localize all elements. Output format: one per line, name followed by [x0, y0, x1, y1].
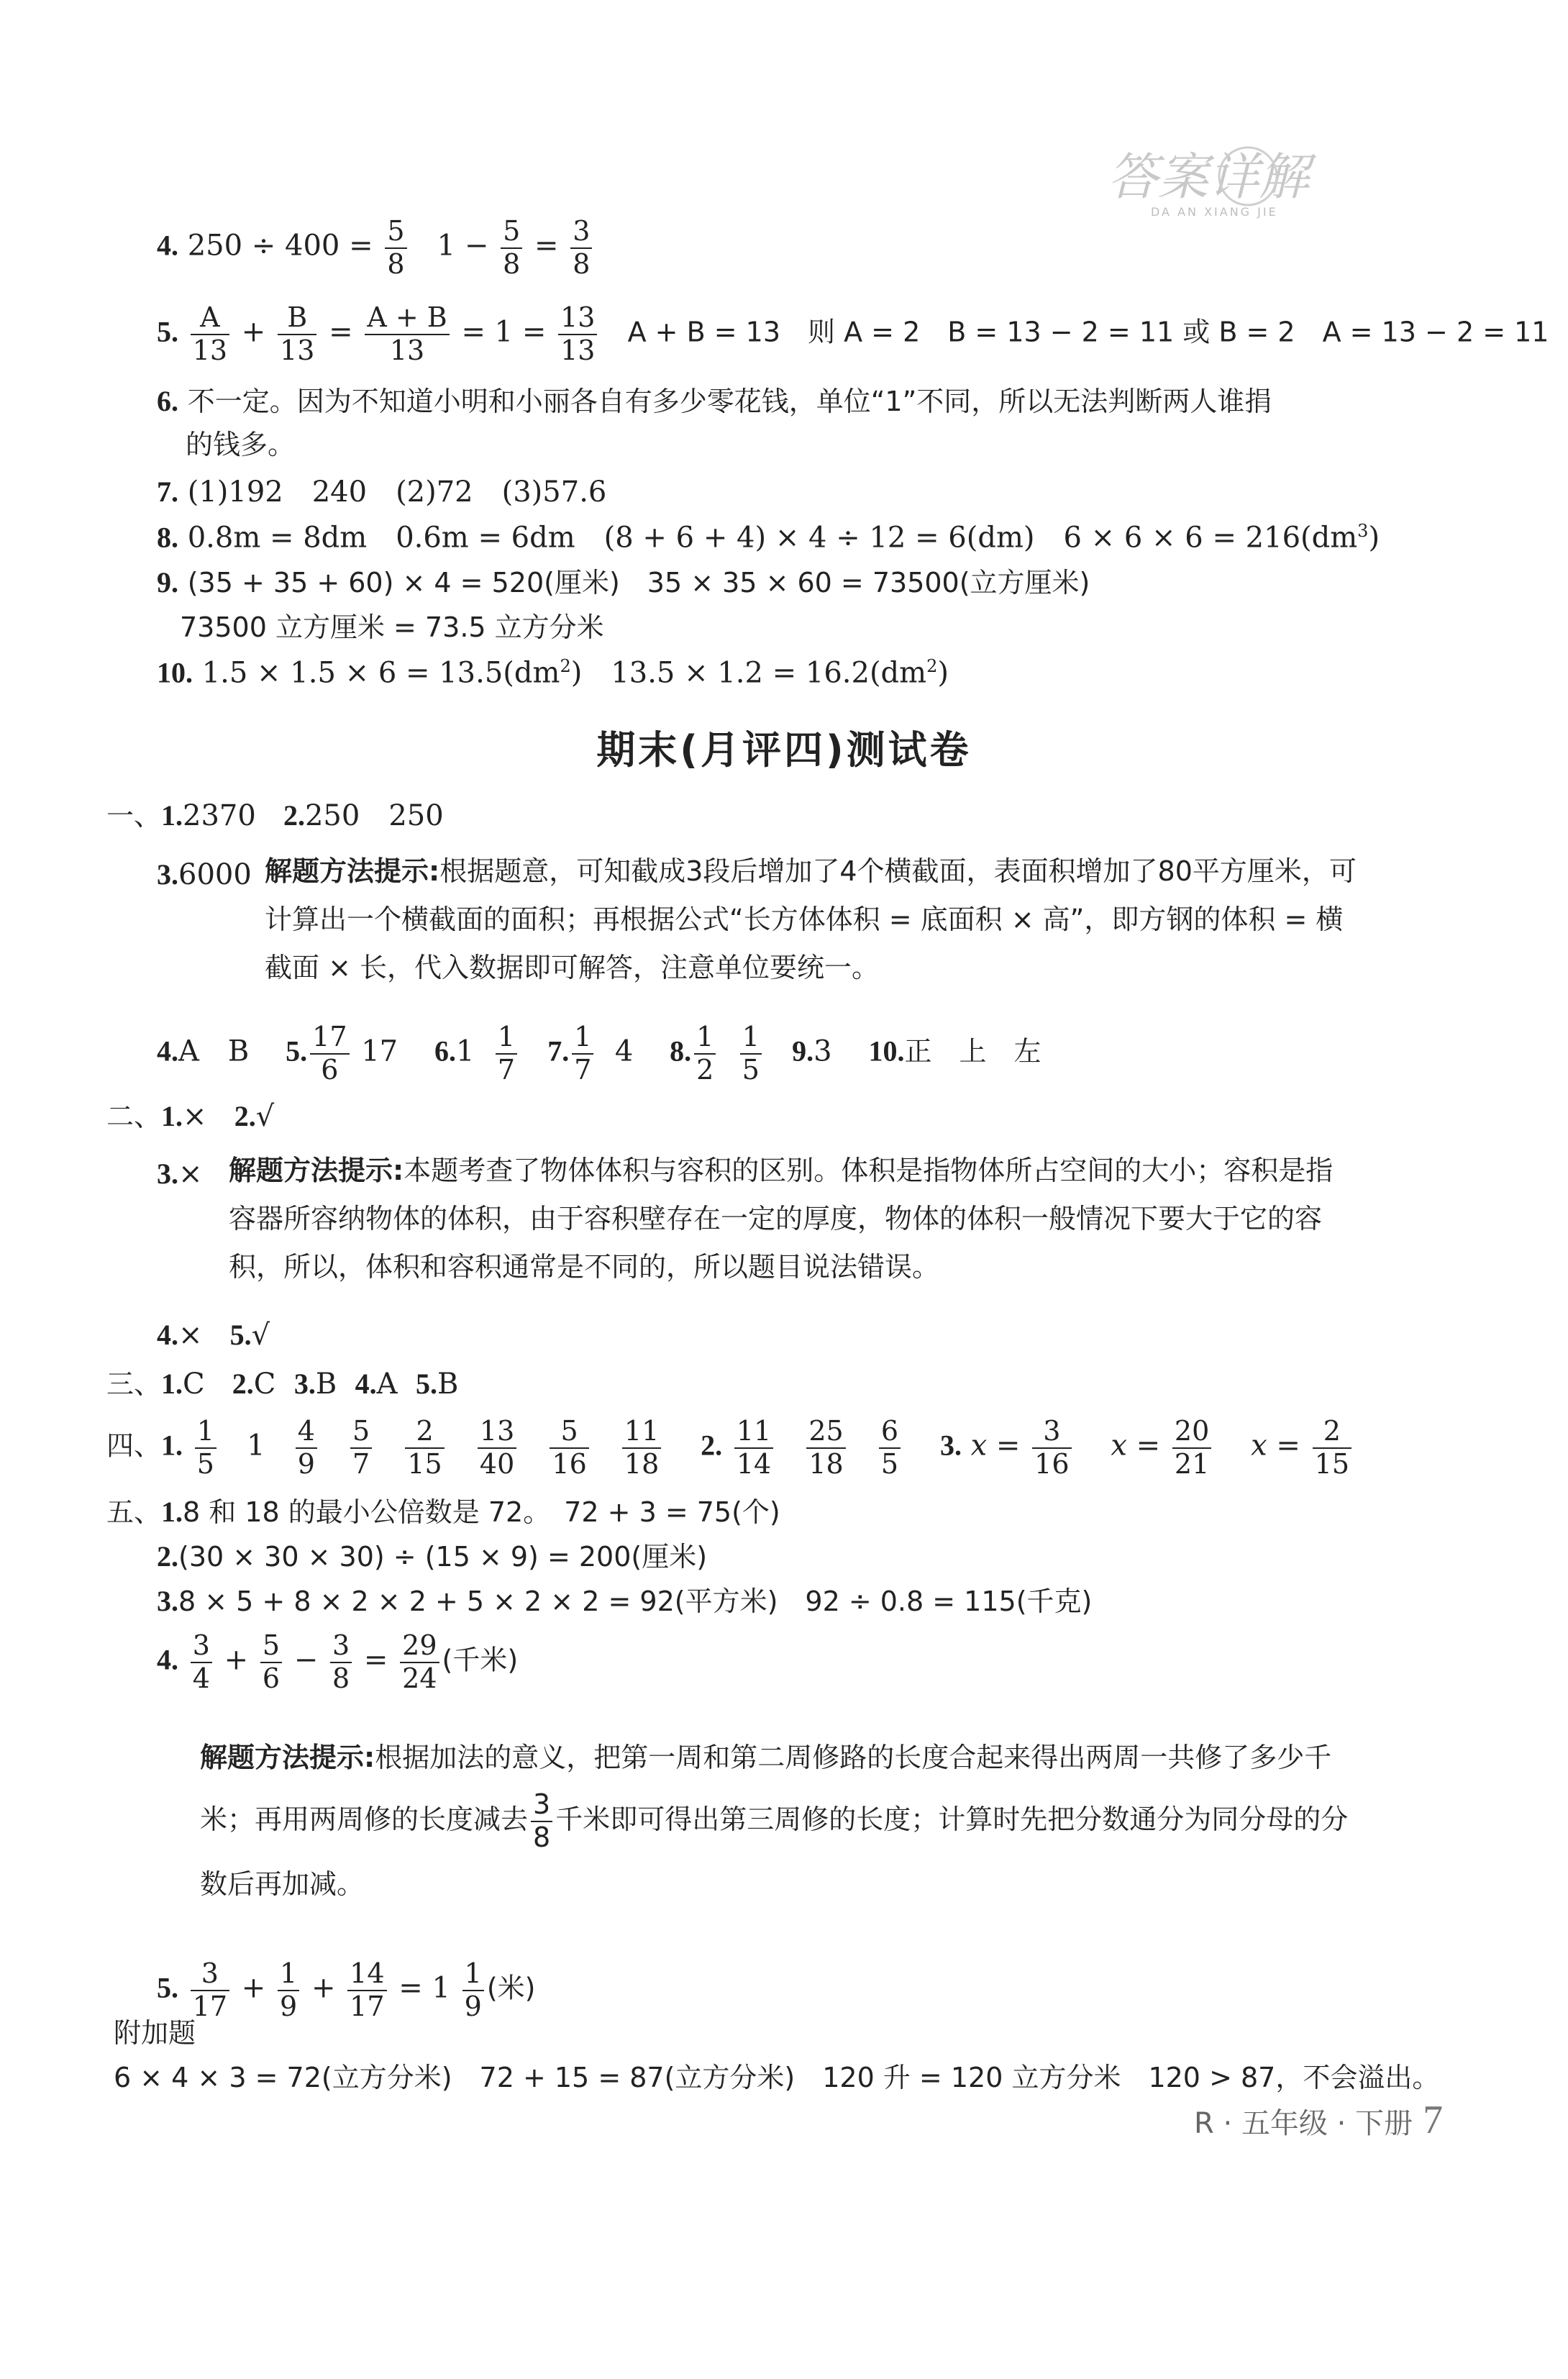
item-number: 1.	[161, 1496, 183, 1528]
expr: = 1 =	[461, 315, 547, 349]
answer-text: (1)192 240 (2)72 (3)57.6	[187, 476, 607, 509]
logo-text: 答案详解	[1108, 147, 1309, 206]
fraction: $\frac{2}{15}$	[405, 1416, 444, 1480]
answer-text: )	[1368, 521, 1380, 555]
answer-text: 8 和 18 的最小公倍数是 72。 72 + 3 = 75(个)	[183, 1496, 780, 1528]
answer-text: 2370	[183, 799, 256, 832]
fraction: $\frac{29}{24}$	[400, 1630, 439, 1694]
answer-text: 1	[455, 1034, 475, 1068]
fraction: $\frac{3}{8}$	[330, 1630, 352, 1694]
hint-label: 解题方法提示:	[265, 855, 440, 887]
section-title: 期末(月评四)测试卷	[596, 727, 972, 773]
part5-line3	[157, 1587, 1092, 1616]
expr: =	[329, 315, 353, 349]
part2-item3	[157, 1157, 203, 1191]
item-number: 1.	[161, 799, 183, 832]
part-label: 五、	[106, 1496, 162, 1528]
answer-text: √	[255, 1100, 275, 1133]
fraction: $\frac{6}{5}$	[879, 1416, 901, 1480]
expr: =	[534, 229, 559, 263]
expr: =	[363, 1643, 388, 1677]
fraction: $\frac{4}{9}$	[296, 1416, 317, 1480]
answer-8	[157, 521, 1380, 555]
answer-text: 250 250	[304, 799, 444, 832]
item-number: 1.	[161, 1429, 183, 1462]
hint-text: 根据加法的意义，把第一周和第二周修路的长度合起来得出两周一共修了多少千米；再用两周修的长度减去	[200, 1742, 1332, 1835]
answer-text: √	[251, 1319, 270, 1352]
item-number: 7.	[157, 476, 178, 508]
fraction: $\frac{5}{8}$	[501, 216, 522, 280]
answer-text: 6000	[178, 858, 252, 891]
hint-text: 本题考查了物体体积与容积的区别。体积是指物体所占空间的大小；容积是指容器所容纳物体的体积，由于容积壁存在一定的厚度，物体的体积一般情况下要大于它的容积，所以，体积和容积通常是不同的，所以题目说法错误。	[229, 1155, 1334, 1283]
answer-text: ×	[178, 1157, 203, 1191]
item-number: 5.	[157, 315, 178, 348]
item-number: 8.	[670, 1034, 692, 1068]
item-number: 3.	[293, 1368, 316, 1400]
item-number: 2.	[232, 1368, 254, 1400]
answer-4	[157, 216, 595, 280]
answer-text: 17	[361, 1034, 398, 1068]
hint-label: 解题方法提示:	[229, 1155, 404, 1186]
logo-icon	[1100, 144, 1359, 237]
fraction: $\frac{A}{13}$	[191, 302, 229, 366]
answer-text: ) 13.5 × 1.2 = 16.2(dm	[570, 656, 927, 690]
expr: 1 −	[437, 229, 489, 263]
answer-text: 3	[813, 1034, 832, 1068]
expr: +	[224, 1643, 249, 1677]
answer-text: ×	[178, 1319, 203, 1352]
item-number: 4.	[157, 1643, 178, 1676]
logo-pinyin: DA AN XIANG JIE	[1151, 205, 1278, 219]
answer-text: x =	[1251, 1429, 1300, 1463]
answer-text: 不一定。因为不知道小明和小丽各自有多少零花钱，单位“1”不同，所以无法判断两人谁捐	[187, 386, 1272, 417]
fraction: $\frac{B}{13}$	[278, 302, 316, 366]
fraction: $\frac{14}{17}$	[347, 1958, 386, 2022]
answer-text: 1	[247, 1429, 265, 1463]
extra-title: 附加题	[114, 2017, 196, 2049]
item-number: 2.	[157, 1540, 178, 1573]
item-number: 10.	[157, 656, 193, 689]
part1-item3	[157, 860, 252, 889]
expr: +	[241, 1971, 266, 2005]
item-number: 2.	[701, 1429, 723, 1462]
item-number: 4.	[157, 1319, 178, 1351]
item-number: 6.	[434, 1034, 456, 1068]
item-number: 1.	[161, 1368, 183, 1400]
fraction: $\frac{1}{5}$	[740, 1022, 762, 1086]
part-label: 三、	[106, 1368, 162, 1400]
superscript: 2	[560, 656, 571, 676]
answer-text: x =	[1111, 1429, 1161, 1463]
fraction: $\frac{5}{16}$	[550, 1416, 588, 1480]
item-number: 3.	[157, 1585, 178, 1617]
footer-text: R · 五年级 · 下册	[1194, 2107, 1413, 2140]
hint-text: 千米即可得出第三周修的长度；计算时先把分数通分为同分母的分数后再加减。	[200, 1803, 1349, 1901]
answer-text: B	[437, 1368, 459, 1401]
hint-box	[229, 1147, 1358, 1291]
answer-text: 0.8m = 8dm 0.6m = 6dm (8 + 6 + 4) × 4 ÷ 12 = 6(dm) 6 × 6 × 6 = 216(dm	[187, 521, 1358, 555]
item-number: 4.	[157, 1034, 178, 1068]
item-number: 4.	[355, 1368, 377, 1400]
item-number: 1.	[161, 1100, 183, 1132]
item-number: 2.	[283, 799, 305, 832]
item-number: 2.	[234, 1100, 256, 1132]
answer-5	[157, 302, 1549, 366]
item-number: 3.	[157, 1157, 178, 1190]
fraction: $\frac{1}{9}$	[462, 1958, 484, 2022]
answer-text: 8 × 5 + 8 × 2 × 2 + 5 × 2 × 2 = 92(平方米) 92 ÷ 0.8 = 115(千克)	[178, 1586, 1093, 1617]
answer-9-line2	[180, 613, 604, 642]
expr: −	[293, 1643, 319, 1677]
hint-text: 根据题意，可知截成3段后增加了4个横截面，表面积增加了80平方厘米，可计算出一个横截面的面积；再根据公式“长方体体积 = 底面积 × 高”，即方钢的体积 = 横截面 × 长，代入数据即可解答，注意单位要统一。	[265, 855, 1357, 983]
fraction: $\frac{13}{13}$	[558, 302, 597, 366]
answer-6-line2	[186, 430, 295, 459]
fraction: $\frac{13}{40}$	[478, 1416, 516, 1480]
part1-line1	[106, 801, 444, 830]
expr: +	[311, 1971, 336, 2005]
answer-text: 4	[614, 1034, 634, 1068]
item-number: 6.	[157, 385, 178, 417]
part5-line4	[157, 1630, 518, 1694]
hint-box	[265, 847, 1358, 992]
answer-text: x =	[970, 1429, 1021, 1463]
part5-line5	[157, 1958, 536, 2022]
fraction: $\frac{1}{7}$	[572, 1022, 593, 1086]
fraction: $\frac{1}{9}$	[278, 1958, 299, 2022]
answer-9	[157, 568, 1090, 597]
fraction: $\frac{5}{6}$	[260, 1630, 282, 1694]
item-number: 9.	[157, 566, 178, 599]
fraction: $\frac{3}{8}$	[570, 216, 592, 280]
part-label: 四、	[106, 1429, 162, 1462]
item-number: 5.	[157, 1971, 178, 2004]
item-number: 3.	[939, 1429, 962, 1462]
part1-line4	[157, 1022, 1041, 1086]
answer-text: 6 × 4 × 3 = 72(立方分米) 72 + 15 = 87(立方分米) 120 升 = 120 立方分米 120 > 87，不会溢出。	[114, 2062, 1440, 2093]
part2-line4	[157, 1321, 270, 1350]
expr: 250 ÷ 400 =	[187, 229, 373, 263]
fraction: $\frac{3}{17}$	[191, 1958, 229, 2022]
unit: (米)	[486, 1972, 536, 2004]
unit: (千米)	[442, 1644, 519, 1676]
fraction: $\frac{1}{5}$	[195, 1416, 216, 1480]
fraction: $\frac{5}{7}$	[350, 1416, 372, 1480]
fraction: $\frac{17}{6}$	[310, 1022, 349, 1086]
fraction: $\frac{11}{18}$	[622, 1416, 661, 1480]
answer-text: A B	[178, 1034, 250, 1068]
fraction: $\frac{1}{7}$	[496, 1022, 517, 1086]
answer-text: 正 上 左	[904, 1035, 1041, 1068]
answer-text: C	[183, 1368, 205, 1401]
page-footer	[1194, 2097, 1443, 2143]
part-label: 二、	[106, 1101, 162, 1132]
answer-text: )	[937, 656, 949, 690]
fraction: $\frac{1}{2}$	[694, 1022, 716, 1086]
fraction: $\frac{A + B}{13}$	[365, 302, 449, 366]
part5-line2	[157, 1542, 707, 1571]
part4-line	[106, 1416, 1354, 1480]
expr: A + B = 13 则 A = 2 B = 13 − 2 = 11 或 B = 2 A = 13 − 2 = 11	[627, 316, 1549, 348]
item-number: 5.	[286, 1034, 308, 1068]
fraction: $\frac{11}{14}$	[734, 1416, 773, 1480]
fraction: $\frac{20}{21}$	[1172, 1416, 1211, 1480]
answer-6	[157, 387, 1272, 416]
item-number: 5.	[229, 1319, 252, 1351]
answer-text: 1.5 × 1.5 × 6 = 13.5(dm	[201, 656, 560, 690]
expr: +	[241, 315, 266, 349]
page-number: 7	[1423, 2098, 1444, 2142]
fraction: $\frac{3}{4}$	[191, 1630, 212, 1694]
fraction: $\frac{3}{8}$	[531, 1789, 552, 1853]
answer-text: (35 + 35 + 60) × 4 = 520(厘米) 35 × 35 × 60 = 73500(立方厘米)	[187, 567, 1090, 599]
item-number: 9.	[792, 1034, 814, 1068]
superscript: 3	[1357, 521, 1369, 541]
item-number: 4.	[157, 229, 178, 262]
item-number: 7.	[547, 1034, 570, 1068]
answer-text: 的钱多。	[186, 429, 296, 460]
item-number: 3.	[157, 858, 178, 891]
part5-line1	[106, 1498, 780, 1527]
part3-line	[106, 1368, 459, 1401]
answer-text: A	[376, 1368, 398, 1401]
answer-logo	[1100, 144, 1359, 237]
extra-label	[114, 2019, 196, 2047]
answer-text: B	[315, 1368, 337, 1401]
answer-7	[157, 476, 607, 509]
expr: = 1	[398, 1971, 450, 2005]
answer-text: (30 × 30 × 30) ÷ (15 × 9) = 200(厘米)	[178, 1541, 708, 1573]
fraction: $\frac{2}{15}$	[1313, 1416, 1352, 1480]
fraction: $\frac{3}{16}$	[1032, 1416, 1071, 1480]
item-number: 5.	[416, 1368, 437, 1400]
answer-text: 73500 立方厘米 = 73.5 立方分米	[180, 611, 604, 643]
hint-box	[200, 1727, 1358, 1915]
extra-answer	[114, 2063, 1439, 2092]
superscript: 2	[926, 656, 938, 676]
hint-label: 解题方法提示:	[200, 1742, 375, 1773]
fraction: $\frac{5}{8}$	[385, 216, 406, 280]
part-label: 一、	[106, 800, 162, 832]
item-number: 10.	[868, 1034, 905, 1068]
part2-line1	[106, 1102, 274, 1131]
item-number: 8.	[157, 521, 178, 554]
answer-text: ×	[183, 1100, 207, 1133]
answer-text: C	[253, 1368, 276, 1401]
answer-10	[157, 656, 949, 690]
fraction: $\frac{25}{18}$	[806, 1416, 845, 1480]
